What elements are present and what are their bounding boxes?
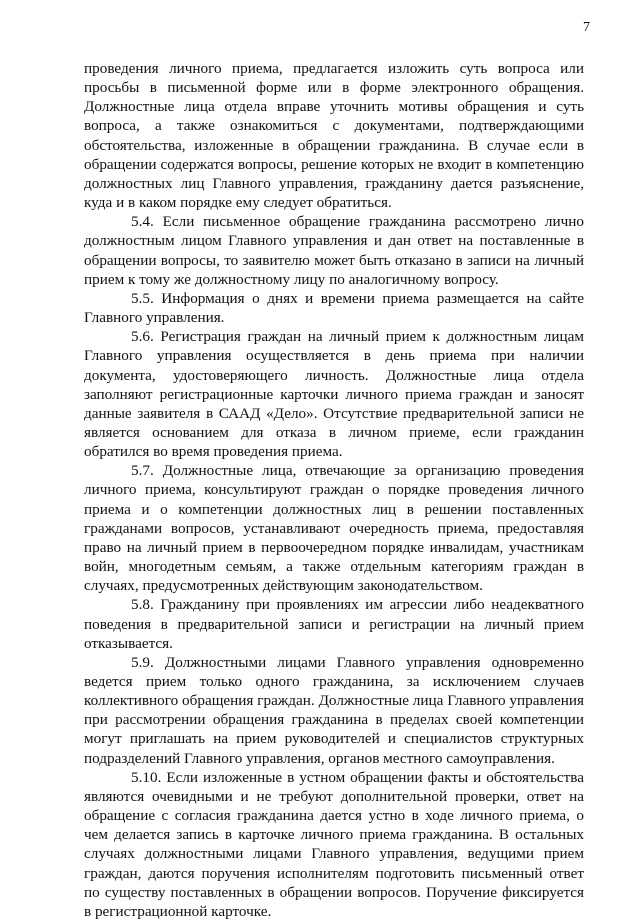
paragraph-5-7: 5.7. Должностные лица, отвечающие за организацию проведения личного приема, консультируют граждан о порядке проведения личного приема и о компетенции должностных лиц в решении поставленных гражданами вопросов, устанавливают очередность приема, предоставляя право на личный прием в первоочередном порядке инвалидам, участникам войн, многодетным семьям, а также отдельным категориям граждан в случаях, предусмотренных действующим законодательством. bbox=[84, 462, 584, 595]
paragraph-5-5: 5.5. Информация о днях и времени приема размещается на сайте Главного управления. bbox=[84, 289, 584, 327]
paragraph-5-6: 5.6. Регистрация граждан на личный прием к должностным лицам Главного управления осуществляется в день приема при наличии документа, удостоверяющего личность. Должностные лица отдела заполняют регистрационные карточки личного приема граждан и заносят данные заявителя в СААД «Дело». Отсутствие предварительной записи не является основанием для отказа в личном приеме, если гражданин обратился во время проведения приема. bbox=[84, 328, 584, 461]
paragraph-5-4: 5.4. Если письменное обращение гражданина рассмотрено лично должностным лицом Главного управления и дан ответ на поставленные в обращении вопросы, то заявителю может быть отказано в записи на личный прием к тому же должностному лицу по аналогичному вопросу. bbox=[84, 213, 584, 288]
paragraph-5-8: 5.8. Гражданину при проявлениях им агрессии либо неадекватного поведения в предварительной записи и регистрации на личный прием отказывается. bbox=[84, 596, 584, 652]
paragraph-5-10: 5.10. Если изложенные в устном обращении факты и обстоятельства являются очевидными и не требуют дополнительной проверки, ответ на обращение с согласия гражданина дается устно в ходе личного приема, о чем делается запись в карточке личного приема гражданина. В остальных случаях должностными лицами Главного управления, ведущими прием граждан, даются поручения исполнителям подготовить письменный ответ по существу поставленных в обращении вопросов. Поручение фиксируется в регистрационной карточке. bbox=[84, 768, 584, 920]
paragraph-5-9: 5.9. Должностными лицами Главного управления одновременно ведется прием только одного гражданина, за исключением случаев коллективного обращения граждан. Должностные лица Главного управления при рассмотрении обращения гражданина в пределах своей компетенции могут приглашать на прием руководителей и специалистов структурных подразделений Главного управления, органов местного самоуправления. bbox=[84, 653, 584, 767]
document-body bbox=[84, 59, 584, 921]
page-number: 7 bbox=[583, 20, 590, 35]
paragraph-continuation: проведения личного приема, предлагается изложить суть вопроса или просьбы в письменной форме или в форме электронного обращения. Должностные лица отдела вправе уточнить мотивы обращения и суть вопроса, а также ознакомиться с документами, подтверждающими обстоятельства, изложенные в обращении гражданина. В случае если в обращении содержатся вопросы, решение которых не входит в компетенцию должностных лиц Главного управления, гражданину дается разъяснение, куда и в каком порядке ему следует обратиться. bbox=[84, 60, 584, 212]
